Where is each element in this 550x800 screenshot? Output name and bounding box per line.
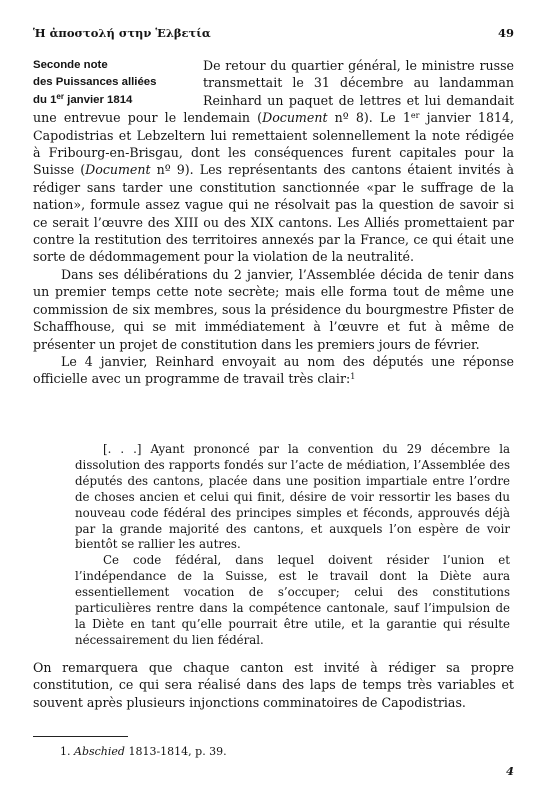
running-title: Ἡ ἀποστολή στην Ἑλβετία: [33, 26, 211, 40]
main-text-lower: [33, 659, 514, 711]
block-quotation: [75, 442, 510, 649]
margin-heading-line: des Puissances alliées: [33, 76, 157, 89]
margin-heading-line: du 1er janvier 1814: [33, 91, 133, 106]
margin-heading: [33, 57, 195, 109]
page-number: 49: [497, 26, 514, 40]
margin-heading-line: Seconde note: [33, 59, 108, 71]
footnote: 1. Abschied 1813-1814, p. 39.: [60, 745, 227, 758]
footnote-rule: [33, 736, 128, 737]
paragraph-3: Le 4 janvier, Reinhard envoyait au nom des députés une réponse officielle avec un programme de travail très clair:$^1$: [33, 353, 514, 387]
signature-mark: 4: [505, 764, 514, 778]
quote-paragraph-1: [. . .] Ayant prononcé par la convention du 29 décembre la dissolution des rapports fondés sur l’acte de médiation, l’Assemblée des députés des cantons, placée dans une position impartiale entre l’ordre de choses ancien et celui qui finit, désire de voir ressortir les bases du nouveau code fédéral des principes simples et féconds, approuvés déjà par la grande majorité des cantons, et auxquels l’on espère de voir bientôt se rallier les autres.: [75, 442, 510, 552]
paragraph-1: De retour du quartier général, le ministre russe transmettait le 31 décembre au landamman Reinhard un paquet de lettres et lui demandait une entrevue pour le lendemain (Document nº 8). Le 1er janvier 1814, Capodistrias et Lebzeltern lui remettaient solennellement la note rédigée à Fribourg-en-Brisgau, dont les conséquences furent capitales pour la Suisse (Document nº 9). Les représentants des cantons étaient invités à rédiger sans tarder une constitution sanctionnée «par le suffrage de la nation», formule assez vague qui ne résolvait pas la question de savoir si ce serait l’œuvre des XIII ou des XIX cantons. Les Alliés promettaient par contre la restitution des territoires annexés par la France, ce qui était une sorte de dédommagement pour la violation de la neutralité.: [33, 58, 514, 265]
running-header: [33, 26, 514, 40]
paragraph-2: Dans ses délibérations du 2 janvier, l’Assemblée décida de tenir dans un premier temps cette note secrète; mais elle forma tout de même une commission de six membres, sous la présidence du bourgmestre Pfister de Schaffhouse, qui se mit immédiatement à l’œuvre et fut à même de présenter un projet de constitution dans les premiers jours de février.: [33, 266, 514, 352]
paragraph-4: On remarquera que chaque canton est invité à rédiger sa propre constitution, ce qui sera réalisé dans des laps de temps très variables et souvent après plusieurs injonctions comminatoires de Capodistrias.: [33, 660, 514, 710]
main-text-upper: [33, 57, 514, 388]
footnote-reference: 1: [350, 372, 356, 382]
quote-paragraph-2: Ce code fédéral, dans lequel doivent résider l’union et l’indépendance de la Suisse, est le travail dont la Diète aura essentiellement vocation de s’occuper; celui des constitutions particulières rentre dans la compétence cantonale, sauf l’impulsion de la Diète en tant qu’elle pourrait être utile, et la garantie qui résulte nécessairement du lien fédéral.: [75, 553, 510, 647]
